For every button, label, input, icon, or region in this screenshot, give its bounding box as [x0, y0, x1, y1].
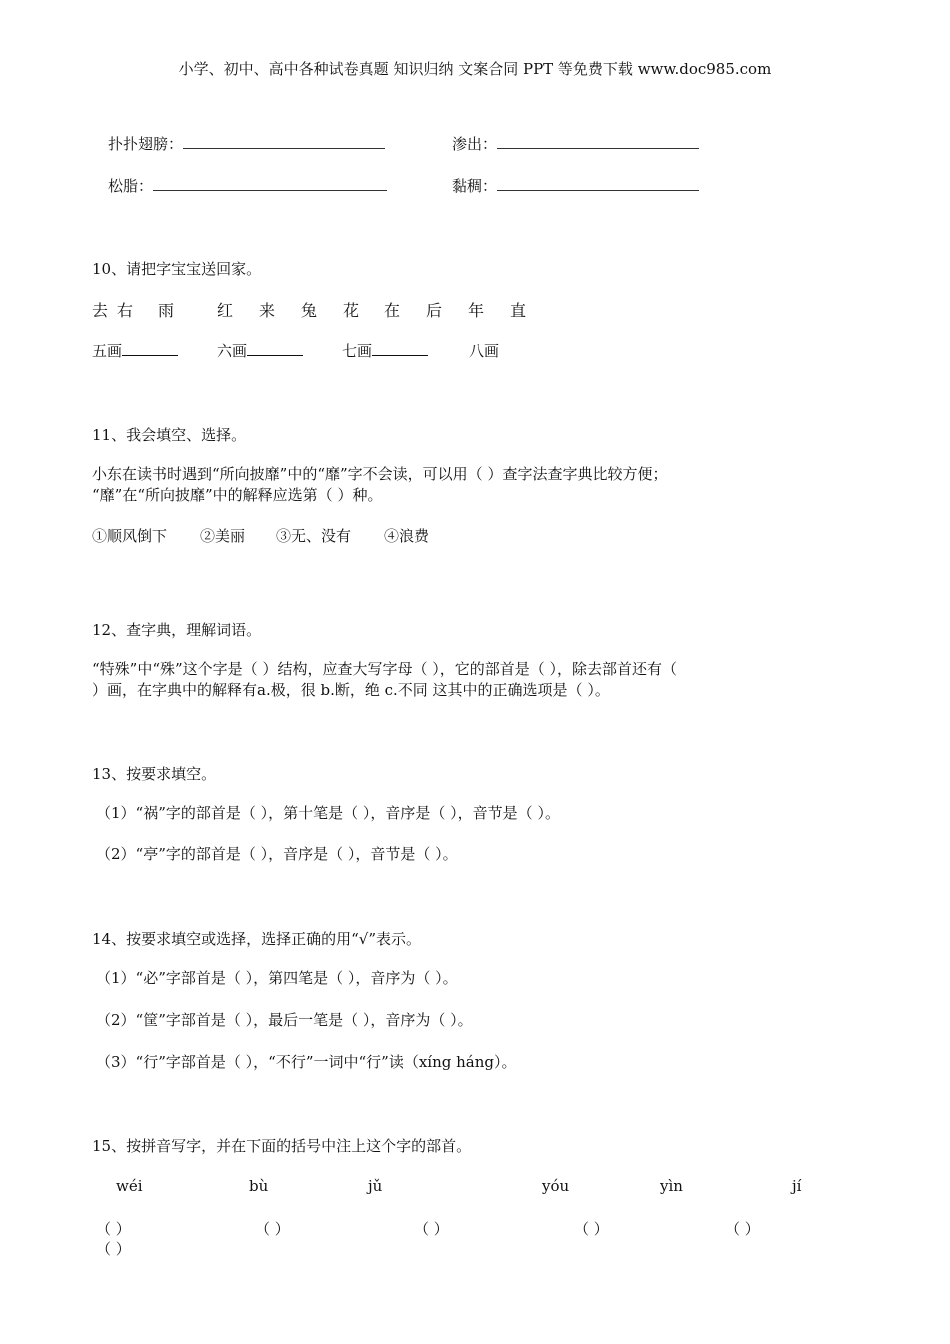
q10-group-7	[342, 340, 428, 361]
group-label: 八画	[469, 342, 500, 360]
char: 红	[217, 301, 234, 320]
q12-line2: ）画，在字典中的解释有a.极，很 b.断，绝 c.不同 这其中的正确选项是（ ）。	[92, 681, 610, 699]
char: 去	[92, 301, 109, 320]
group-label: 五画	[92, 342, 123, 360]
q13-line1: （1）“祸”字的部首是（ ），第十笔是（ ），音序是（ ），音节是（ ）。	[96, 804, 560, 822]
answer-line[interactable]	[153, 176, 387, 191]
radical-bracket[interactable]: （ ）	[255, 1220, 290, 1238]
field-shenchu	[452, 133, 699, 154]
field-pupu-chibang	[108, 133, 385, 154]
field-nianchou	[452, 175, 699, 196]
q10-group-6	[217, 340, 303, 361]
char: 右	[117, 301, 134, 320]
radical-bracket[interactable]: （ ）	[574, 1220, 609, 1238]
radical-bracket[interactable]: （ ）	[96, 1220, 131, 1238]
group-label: 七画	[342, 342, 373, 360]
char: 兔	[301, 301, 318, 320]
field-label: 松脂：	[108, 177, 154, 195]
radical-bracket[interactable]: （ ）	[414, 1220, 449, 1238]
q10-title: 10、请把字宝宝送回家。	[92, 260, 262, 278]
field-songzhi	[108, 175, 387, 196]
char: 后	[426, 301, 443, 320]
pinyin-ju: jǔ	[368, 1177, 383, 1195]
char: 雨	[158, 301, 175, 320]
q14-line1: （1）“必”字部首是（ ），第四笔是（ ），音序为（ ）。	[96, 969, 458, 987]
q11-option-1: ①顺风倒下	[92, 527, 168, 545]
q12-title: 12、查字典，理解词语。	[92, 621, 262, 639]
q11-title: 11、我会填空、选择。	[92, 426, 247, 444]
q11-option-3: ③无、没有	[276, 527, 352, 545]
q14-line2: （2）“筐”字部首是（ ），最后一笔是（ ），音序为（ ）。	[96, 1011, 473, 1029]
radical-bracket[interactable]: （ ）	[96, 1240, 131, 1258]
field-label: 黏稠：	[452, 177, 498, 195]
q12-line1: “特殊”中“殊”这个字是（ ）结构，应查大写字母（ ），它的部首是（ ），除去部首还有（	[92, 660, 677, 678]
char: 在	[384, 301, 401, 320]
q14-line3: （3）“行”字部首是（ ），“不行”一词中“行”读（xíng háng）。	[96, 1053, 517, 1071]
field-label: 扑扑翅膀：	[108, 135, 184, 153]
char: 来	[259, 301, 276, 320]
radical-bracket[interactable]: （ ）	[725, 1220, 760, 1238]
pinyin-you: yóu	[542, 1177, 570, 1195]
q13-title: 13、按要求填空。	[92, 765, 217, 783]
q10-group-8	[469, 340, 499, 361]
pinyin-ji: jí	[792, 1177, 802, 1195]
pinyin-wei: wéi	[116, 1177, 143, 1195]
char: 年	[468, 301, 485, 320]
q13-line2: （2）“亭”字的部首是（ ），音序是（ ），音节是（ ）。	[96, 845, 458, 863]
pinyin-bu: bù	[249, 1177, 269, 1195]
q15-title: 15、按拼音写字，并在下面的括号中注上这个字的部首。	[92, 1137, 472, 1155]
answer-line[interactable]	[497, 134, 699, 149]
answer-blank[interactable]	[122, 341, 178, 356]
q10-group-5	[92, 340, 178, 361]
page-header: 小学、初中、高中各种试卷真题 知识归纳 文案合同 PPT 等免费下载 www.doc985.com	[178, 60, 772, 78]
q11-line1: 小东在读书时遇到“所向披靡”中的“靡”字不会读，可以用（ ）查字法查字典比较方便；	[92, 465, 668, 483]
q11-option-2: ②美丽	[200, 527, 246, 545]
q11-option-4: ④浪费	[384, 527, 430, 545]
answer-blank[interactable]	[247, 341, 303, 356]
pinyin-yin: yìn	[660, 1177, 683, 1195]
answer-blank[interactable]	[372, 341, 428, 356]
q14-title: 14、按要求填空或选择，选择正确的用“√”表示。	[92, 930, 421, 948]
group-label: 六画	[217, 342, 248, 360]
char: 直	[510, 301, 527, 320]
q11-line2: “靡”在“所向披靡”中的解释应选第（ ）种。	[92, 486, 383, 504]
char: 花	[343, 301, 360, 320]
answer-line[interactable]	[497, 176, 699, 191]
answer-line[interactable]	[183, 134, 385, 149]
field-label: 渗出：	[452, 135, 498, 153]
